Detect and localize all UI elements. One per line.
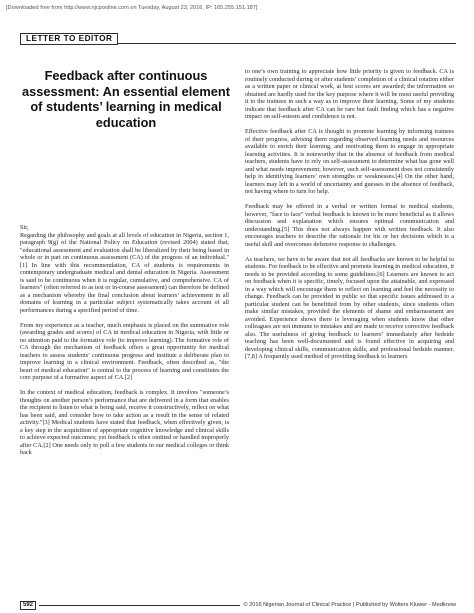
right-column <box>245 68 454 361</box>
left-column <box>20 224 229 457</box>
body-paragraph: As teachers, we have to be aware that not all feedbacks are known to be helpful to students. For feedback to be effective and promote learning in medical education, it needs to be provided according to some guidelines.[6] Learners are known to act on feedback when it is specific, timely, focused upon the attainable, and expressed in a way which will encourage them to reflect on learning and feel the necessity to change. Feedback can be provided in public so that specific issues addressed to a particular student can be benefitted from by other students, since students often make similar mistakes, provided the elements of shame and embarrassment are avoided. Experience shows there is leveraging when students know that other colleagues are not immune to mistakes and are made to receive corrective feedback also. The usefulness of giving feedback to learners’ immediately after bedside teaching has been well-documented and is found effective in acquiring and developing clinical skills, communication skills, and professional bedside manner.[7,8] A frequently used method of providing feedback to learners <box>245 255 454 360</box>
body-paragraph: Feedback may be offered in a verbal or written format to medical students, however, "face to face" verbal feedback is known to be more beneficial as it allows discussion and explanation which ensures optimal communication and understanding.[5] This does not always happen with written feedback. It also encourages teachers to describe the rationale for his or her decisions which is a useful skill and overcomes defensive response to challenges. <box>245 203 454 248</box>
footer-rule <box>39 605 240 606</box>
journal-credit: © 2016 Nigerian Journal of Clinical Practice | Published by Wolters Kluwer - Medknow <box>243 602 456 608</box>
page-footer <box>20 601 456 609</box>
section-label: LETTER TO EDITOR <box>20 33 118 45</box>
body-paragraph: From my experience as a teacher, much emphasis is placed on the summative role (awarding grades and scores) of CA in medical education in Nigeria, with little or no attention paid to the formative role (to improve learning). The formative role of CA through the mechanism of feedback offers a great opportunity for medical teachers to assess students’ continuous progress and institute a deliberate plan to improve learning in a clinical environment. Feedback, often described as, "the heart of medical education" is central to the process of learning and constitutes the core purpose of a formative aspect of CA.[2] <box>20 321 229 381</box>
body-paragraph: to one’s own training to appreciate how little priority is given to feedback. CA is routinely conducted during or after students’ completion of a clinical rotation either as a written paper or clinical work, at best scores are awarded; the information so obtained are hardly used for the key purpose where it will be most useful providing it to the trainees in such a way as to improve their learning. Some of my students indicate that feedback after CA can be rare but fault finding which has a negative impact on self-esteem and confidence is not. <box>245 68 454 120</box>
download-notice: [Downloaded free from http://www.njcponline.com on Tuesday, August 23, 2016, IP: 165.255.151.187] <box>6 5 258 11</box>
section-header <box>20 33 456 44</box>
salutation: Sir, <box>20 224 29 231</box>
body-paragraph: In the context of medical education, feedback is complex. It involves "someone’s thoughts on another person’s performance that are delivered in a form that enables the recipient to listen to what is being said, receive it constructively, reflect on what has been said, and consider how to take action as a result in the sense of related activity."[3] Medical students have stated that feedback, when effectively given, is a key step in the acquisition of appropriate cognitive knowledge and clinical skills to achieve expected outcomes; yet feedback is often omitted or handled improperly after CA.[2] One needs only to poll a few students in our medical colleges or think back <box>20 389 229 456</box>
section-rule <box>118 43 456 44</box>
body-paragraph: Effective feedback after CA is thought to promote learning by informing trainees of their progress, advising them regarding observed learning needs and resources available to enrich their learning, and motivating them to engage in appropriate learning activities. It is noteworthy that in the absence of feedback from medical teachers, students have to rely on self-assessment to determine what has gone well and what needs improvement; however, such self-assessment does not consistently help in identifying learners’ own strengths or weaknesses.[4] On the other hand, learners may left in a world of uncertainty and guesses in the absence of feedback, not having where to turn for help. <box>245 128 454 195</box>
article-title: Feedback after continuous assessment: An essential element of students’ learning in medical education <box>22 68 230 130</box>
page-number: 592 <box>20 601 36 610</box>
body-paragraph: Regarding the philosophy and goals at all levels of education in Nigeria, section 1, paragraph 9(g) of the National Policy on Education (revised 2004) stated that, "educational assessment and evaluation shall be liberalized by their being based in whole or in part on continuous assessment (CA) of the progress of an individual."[1] In line with this recommendation, CA of students is requirements in contemporary undergraduate medical and dental education in Nigeria. Assessment is said to be continuous when it is regular, cumulative, and comprehensive. CA of learners" (often referred to as test or in-course assessment) can therefore be defined as a mechanism whereby the final conclusion about learners’ achievement in all domains of learning in a particular subject systematically takes account of all performances during a specified period of time. <box>20 231 229 314</box>
